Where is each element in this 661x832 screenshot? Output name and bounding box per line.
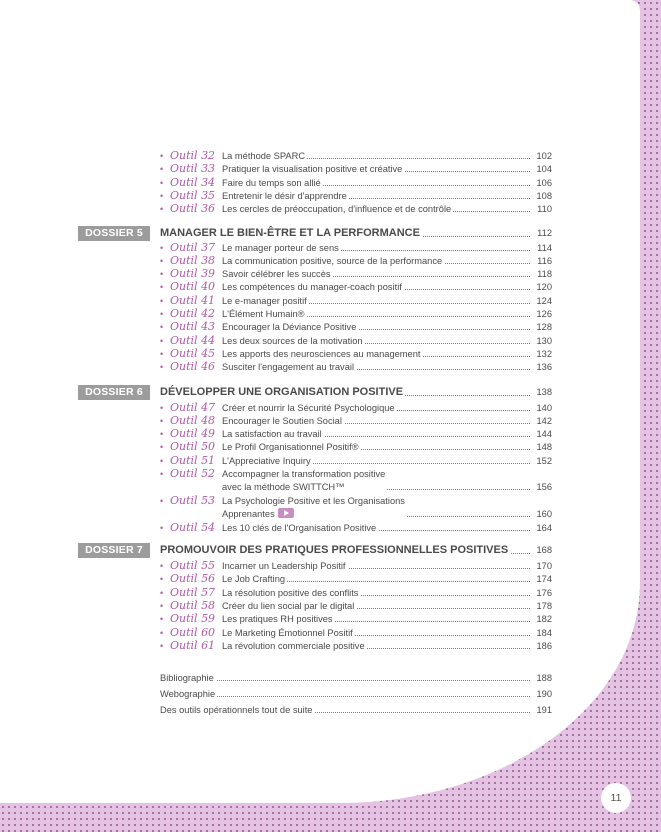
outil-num: 46 [201, 360, 216, 374]
page-ref: 116 [537, 255, 552, 266]
outil-number [170, 427, 215, 440]
outil-num: 61 [201, 638, 216, 652]
page-ref: 148 [536, 442, 552, 453]
outil-num: 44 [201, 333, 216, 347]
page-ref: 160 [536, 509, 552, 519]
outil-number [170, 599, 215, 612]
outil-prefix: Outil [170, 320, 198, 334]
bullet: • [160, 442, 164, 453]
outil-prefix: Outil [170, 333, 198, 347]
toc-entry[interactable] [160, 163, 552, 176]
bullet: • [160, 455, 164, 466]
entry-title: Webographie [160, 689, 216, 699]
outil-num: 57 [201, 585, 216, 599]
entry-title: Entretenir le désir d'apprendre [222, 190, 347, 201]
toc-entry[interactable] [160, 203, 552, 216]
page-ref: 140 [536, 402, 552, 413]
entry-title: Le e-manager positif [222, 295, 307, 306]
bullet: • [160, 282, 164, 293]
entry-title: Des outils opérationnels tout de suite [160, 705, 313, 715]
video-icon[interactable] [278, 508, 294, 518]
toc-entry[interactable] [160, 255, 552, 268]
page-ref: 178 [536, 600, 552, 611]
outil-prefix: Outil [170, 638, 198, 652]
bullet: • [160, 362, 164, 373]
outil-num: 40 [201, 280, 216, 294]
entry-title: Bibliographie [160, 673, 214, 683]
page-ref: 138 [536, 387, 552, 397]
bullet: • [160, 640, 164, 651]
outil-num: 53 [201, 494, 216, 507]
outil-number [170, 559, 215, 572]
outil-prefix: Outil [170, 280, 198, 294]
outil-prefix: Outil [170, 188, 198, 202]
toc-entry[interactable] [160, 295, 552, 308]
outil-num: 38 [201, 253, 216, 267]
bullet: • [160, 190, 164, 201]
outil-num: 51 [201, 453, 216, 467]
outil-prefix: Outil [170, 612, 198, 626]
outil-number [170, 347, 215, 360]
dossier-title: MANAGER LE BIEN-ÊTRE ET LA PERFORMANCE [160, 227, 420, 239]
entry-title: La résolution positive des conflits [222, 587, 359, 598]
outil-number [170, 440, 215, 453]
entry-title: Créer du lien social par le digital [222, 600, 355, 611]
outil-number [170, 360, 215, 373]
outil-prefix: Outil [170, 240, 198, 254]
outil-num: 47 [201, 400, 216, 414]
page-ref: 144 [536, 429, 552, 440]
outil-prefix: Outil [170, 625, 198, 639]
toc-entry[interactable] [160, 573, 552, 586]
outil-num: 50 [201, 440, 216, 454]
entry-title: La satisfaction au travail [222, 429, 322, 440]
page-ref: 132 [536, 348, 552, 359]
bullet: • [160, 255, 164, 266]
entry-title: L'Élément Humain® [222, 309, 305, 319]
outil-number [170, 241, 215, 254]
page-ref: 142 [536, 415, 552, 426]
dossier-badge: DOSSIER 6 [78, 385, 150, 400]
outil-number [170, 280, 215, 293]
bullet: • [160, 469, 164, 479]
entry-title: Créer et nourrir la Sécurité Psychologique [222, 402, 395, 413]
page-ref: 186 [536, 640, 552, 651]
toc-entry[interactable] [160, 613, 552, 626]
page-ref: 108 [536, 190, 552, 201]
entry-title: Incarner un Leadership Positif [222, 561, 346, 571]
outil-number [170, 639, 215, 652]
entry-title-line1: Accompagner la transformation positive [222, 469, 386, 479]
outil-prefix: Outil [170, 346, 198, 360]
outil-prefix: Outil [170, 598, 198, 612]
entry-title [222, 468, 387, 494]
entry-title: Les deux sources de la motivation [222, 335, 363, 346]
back-matter-entry[interactable] [160, 704, 552, 717]
outil-num: 58 [201, 598, 216, 612]
toc-entry[interactable] [160, 281, 552, 294]
bullet: • [160, 151, 164, 161]
page-number: 11 [601, 783, 631, 813]
page-ref: 190 [536, 689, 552, 699]
outil-prefix: Outil [170, 400, 198, 414]
bullet: • [160, 415, 164, 426]
bullet: • [160, 600, 164, 611]
outil-num: 37 [201, 240, 216, 254]
entry-title: Le Profil Organisationnel Positif® [222, 442, 359, 453]
outil-prefix: Outil [170, 267, 198, 281]
dossier-heading[interactable] [78, 385, 552, 401]
page-ref: 170 [536, 561, 552, 571]
bullet: • [160, 242, 164, 253]
toc-entry[interactable] [160, 242, 552, 255]
page-ref: 176 [536, 587, 552, 598]
outil-num: 34 [201, 175, 216, 189]
bullet: • [160, 348, 164, 359]
toc-entry[interactable] [160, 441, 552, 454]
outil-prefix: Outil [170, 293, 198, 307]
bullet: • [160, 496, 164, 506]
page-ref: 130 [536, 335, 552, 346]
dossier-title: PROMOUVOIR DES PRATIQUES PROFESSIONNELLES POSITIVES [160, 544, 509, 556]
dossier-heading[interactable] [78, 543, 552, 559]
outil-num: 39 [201, 267, 216, 281]
page-ref: 114 [537, 242, 552, 253]
page-ref: 104 [536, 164, 552, 175]
page-ref: 124 [536, 295, 552, 306]
bullet: • [160, 574, 164, 585]
toc-entry[interactable] [160, 348, 552, 361]
toc-entry[interactable] [160, 361, 552, 374]
outil-number [170, 414, 215, 427]
outil-num: 42 [201, 307, 216, 320]
page-ref: 106 [536, 177, 552, 188]
toc-entry[interactable] [160, 587, 552, 600]
entry-title-line2: avec la méthode SWITTCH™ [222, 482, 345, 492]
page-ref: 168 [536, 545, 552, 555]
outil-prefix: Outil [170, 494, 198, 507]
page-ref: 188 [536, 673, 552, 683]
outil-num: 41 [201, 293, 216, 307]
toc-entry[interactable] [160, 627, 552, 640]
entry-title: Encourager le Soutien Social [222, 415, 342, 426]
outil-prefix: Outil [170, 572, 198, 586]
entry-title: Les apports des neurosciences au management [222, 348, 421, 359]
toc-entry[interactable] [160, 455, 552, 468]
outil-num: 43 [201, 320, 216, 334]
bullet: • [160, 561, 164, 571]
bullet: • [160, 295, 164, 306]
entry-title-line2-wrap [222, 481, 385, 494]
outil-number [170, 586, 215, 599]
toc-entry[interactable] [160, 335, 552, 348]
entry-title-line2: Apprenantes [222, 509, 275, 519]
page-ref: 164 [536, 523, 552, 533]
dossier-title: DÉVELOPPER UNE ORGANISATION POSITIVE [160, 386, 404, 398]
toc-entry[interactable] [160, 150, 552, 163]
outil-prefix: Outil [170, 307, 198, 320]
entry-title: Les compétences du manager-coach positif [222, 282, 402, 293]
bullet: • [160, 627, 164, 638]
toc-entry[interactable] [160, 415, 552, 428]
toc-entry[interactable] [160, 640, 552, 653]
outil-number [170, 254, 215, 267]
outil-prefix: Outil [170, 559, 198, 572]
outil-num: 33 [201, 162, 216, 176]
page-ref: 174 [536, 574, 552, 585]
toc-entry[interactable] [160, 468, 552, 494]
outil-num: 36 [201, 202, 216, 216]
entry-title: Encourager la Déviance Positive [222, 322, 357, 333]
outil-prefix: Outil [170, 360, 198, 374]
page-ref: 152 [536, 455, 552, 466]
toc-entry[interactable] [160, 560, 552, 573]
outil-prefix: Outil [170, 175, 198, 189]
page-ref: 110 [537, 204, 552, 215]
bullet: • [160, 335, 164, 346]
bullet: • [160, 177, 164, 188]
outil-number [170, 189, 215, 202]
outil-num: 59 [201, 612, 216, 626]
outil-num: 45 [201, 346, 216, 360]
outil-number [170, 467, 215, 480]
page-ref: 128 [536, 322, 552, 333]
bullet: • [160, 587, 164, 598]
dossier-badge: DOSSIER 7 [78, 543, 150, 558]
outil-prefix: Outil [170, 162, 198, 176]
bullet: • [160, 269, 164, 280]
entry-title: Pratiquer la visualisation positive et créative [222, 164, 403, 175]
bullet: • [160, 429, 164, 440]
outil-num: 48 [201, 413, 216, 427]
outil-number [170, 176, 215, 189]
outil-number [170, 202, 215, 215]
outil-number [170, 494, 215, 507]
entry-title: Les cercles de préoccupation, d'influence et de contrôle [222, 204, 452, 215]
outil-prefix: Outil [170, 413, 198, 427]
entry-title: Le Job Crafting [222, 574, 286, 585]
outil-number [170, 521, 215, 534]
outil-num: 52 [201, 467, 216, 480]
bullet: • [160, 309, 164, 319]
outil-prefix: Outil [170, 202, 198, 216]
outil-prefix: Outil [170, 440, 198, 454]
entry-title-line2-wrap [222, 508, 405, 521]
entry-title: Le Marketing Émotionnel Positif [222, 627, 353, 638]
entry-title [222, 495, 407, 521]
bullet: • [160, 614, 164, 625]
outil-num: 55 [201, 559, 216, 572]
toc-entry[interactable] [160, 308, 552, 321]
back-matter-entry[interactable] [160, 672, 552, 685]
outil-number [170, 294, 215, 307]
outil-prefix: Outil [170, 253, 198, 267]
outil-number [170, 320, 215, 333]
dossier-badge: DOSSIER 5 [78, 226, 150, 241]
entry-title: Faire du temps son allié [222, 177, 321, 188]
outil-prefix: Outil [170, 427, 198, 441]
outil-number [170, 454, 215, 467]
toc-entry[interactable] [160, 321, 552, 334]
outil-number [170, 626, 215, 639]
entry-title-line1: La Psychologie Positive et les Organisations [222, 496, 405, 506]
entry-title: Les pratiques RH positives [222, 614, 333, 625]
outil-number [170, 307, 215, 320]
toc-entry[interactable] [160, 402, 552, 415]
outil-number [170, 572, 215, 585]
bullet: • [160, 523, 164, 533]
entry-title: Savoir célébrer les succès [222, 269, 331, 280]
page-ref: 156 [536, 482, 552, 492]
outil-number [170, 162, 215, 175]
page-ref: 182 [536, 614, 552, 625]
toc-entry[interactable] [160, 522, 552, 535]
outil-prefix: Outil [170, 467, 198, 480]
outil-number [170, 334, 215, 347]
entry-title: Les 10 clés de l'Organisation Positive [222, 523, 377, 533]
outil-number [170, 401, 215, 414]
entry-title: Le manager porteur de sens [222, 242, 339, 253]
entry-title: La révolution commerciale positive [222, 640, 365, 651]
bullet: • [160, 204, 164, 215]
outil-prefix: Outil [170, 149, 198, 162]
outil-number [170, 267, 215, 280]
outil-num: 54 [201, 521, 216, 534]
page-ref: 112 [537, 228, 552, 238]
toc-entry[interactable] [160, 600, 552, 613]
outil-number [170, 612, 215, 625]
toc-entry[interactable] [160, 428, 552, 441]
dossier-heading[interactable] [78, 226, 552, 242]
page-ref: 184 [536, 627, 552, 638]
page-ref: 126 [536, 309, 552, 319]
toc-entry[interactable] [160, 495, 552, 521]
outil-num: 35 [201, 188, 216, 202]
outil-num: 56 [201, 572, 216, 586]
bullet: • [160, 402, 164, 413]
page-ref: 136 [536, 362, 552, 373]
entry-title: La méthode SPARC [222, 151, 306, 161]
toc-entry[interactable] [160, 190, 552, 203]
outil-num: 60 [201, 625, 216, 639]
back-matter-entry[interactable] [160, 688, 552, 701]
bullet: • [160, 322, 164, 333]
toc-entry[interactable] [160, 177, 552, 190]
page-ref: 120 [536, 282, 552, 293]
toc-entry[interactable] [160, 268, 552, 281]
entry-title: Susciter l'engagement au travail [222, 362, 355, 373]
page-ref: 191 [536, 705, 552, 715]
outil-num: 49 [201, 427, 216, 441]
entry-title: L'Appreciative Inquiry [222, 455, 311, 466]
bullet: • [160, 164, 164, 175]
outil-prefix: Outil [170, 521, 198, 534]
page-ref: 118 [537, 269, 552, 280]
outil-prefix: Outil [170, 585, 198, 599]
entry-title: La communication positive, source de la performance [222, 255, 443, 266]
outil-num: 32 [201, 149, 216, 162]
outil-prefix: Outil [170, 453, 198, 467]
page-ref: 102 [536, 151, 552, 161]
outil-number [170, 149, 215, 162]
